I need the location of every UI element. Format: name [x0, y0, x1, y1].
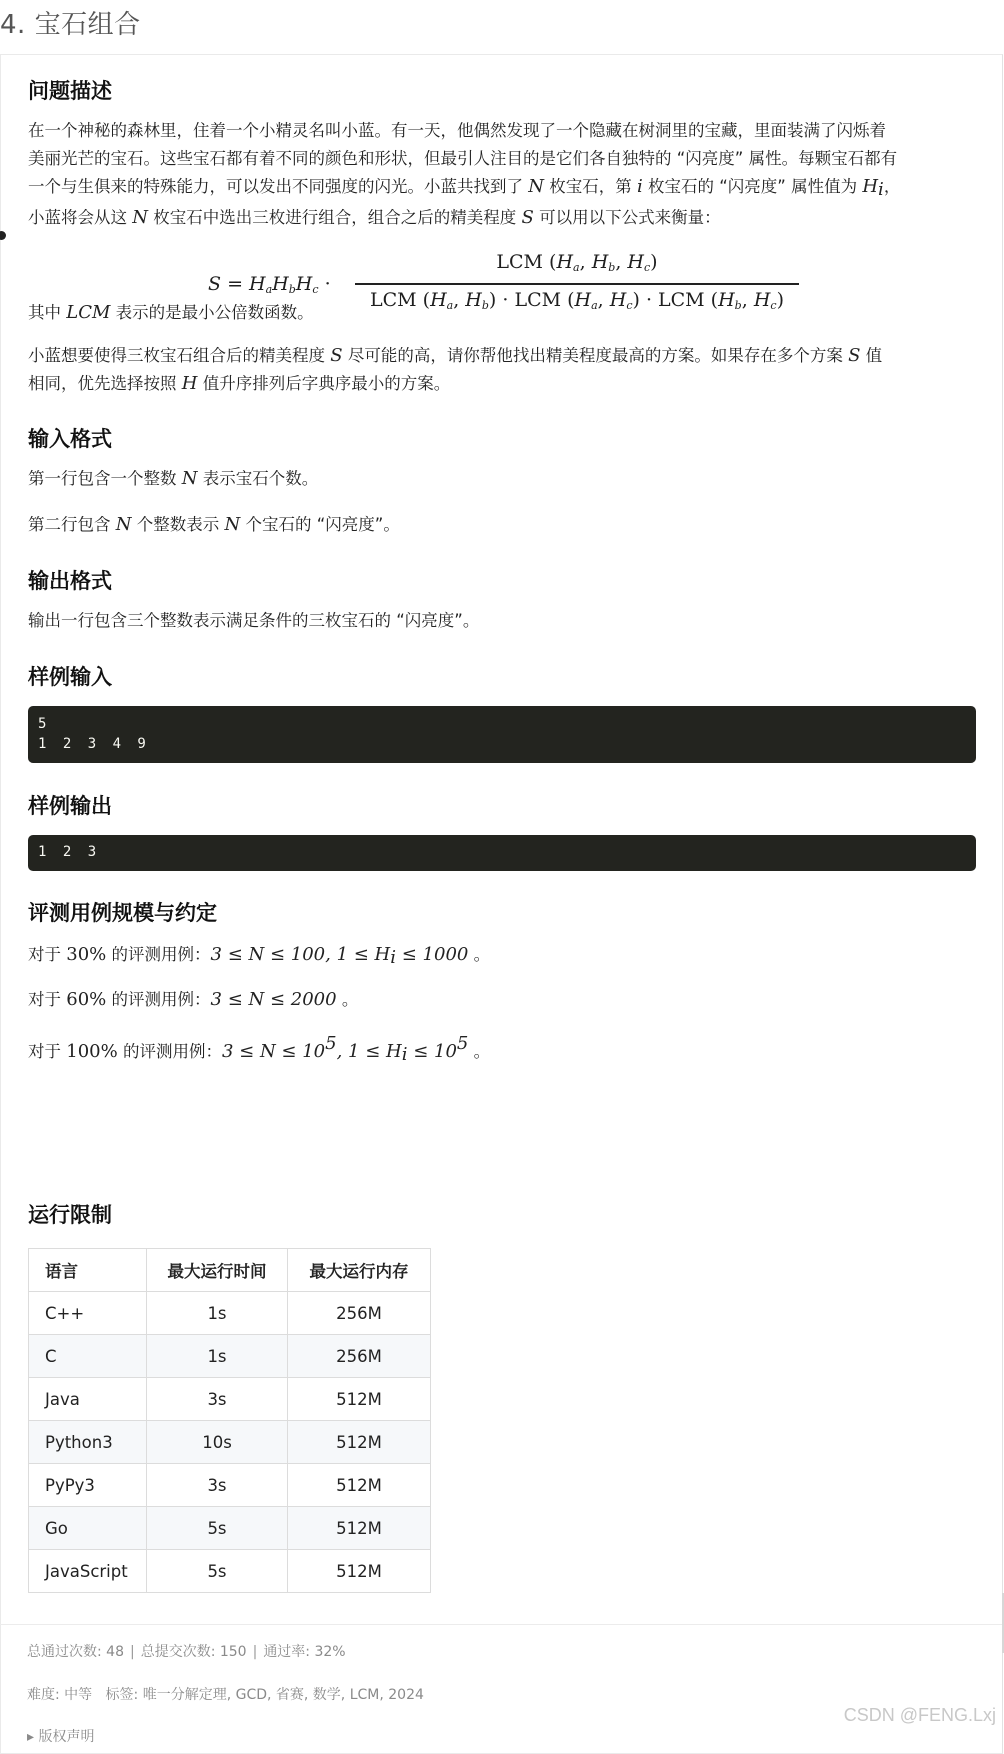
section-input-heading: 输入格式 [28, 427, 112, 451]
sample-input-code[interactable] [28, 706, 976, 763]
constraint-line-2: 对于 60% 的评测用例：3 ≤ N ≤ 2000 。 [28, 989, 359, 1010]
copyright-toggle[interactable]: ▸ 版权声明 [27, 1729, 95, 1745]
section-problem-heading: 问题描述 [28, 79, 112, 103]
cell-memory: 256M [288, 1335, 431, 1378]
section-sample-input-heading: 样例输入 [28, 665, 112, 689]
code-line: 1 2 3 [38, 844, 101, 860]
code-line: 5 [38, 716, 51, 732]
tags-label: 标签: 唯一分解定理, GCD, 省赛, 数学, LCM, 2024 [105, 1687, 424, 1703]
header-language: 语言 [29, 1249, 147, 1292]
code-line: 1 2 3 4 9 [38, 736, 150, 752]
cell-memory: 512M [288, 1464, 431, 1507]
cell-language: C++ [29, 1292, 147, 1335]
stat-rate: 通过率: 32% [263, 1644, 346, 1660]
watermark: CSDN @FENG.Lxj [843, 1705, 996, 1725]
constraint-line-3: 对于 100% 的评测用例：$3 \le N \le 10^5$, $1 \le H_i \le 10^5$ 。 [28, 1033, 491, 1065]
table-row [29, 1335, 431, 1378]
cell-memory: 512M [288, 1507, 431, 1550]
cell-time: 3s [147, 1378, 288, 1421]
cell-language: C [29, 1335, 147, 1378]
problem-card [0, 54, 1003, 1754]
sample-output-code[interactable] [28, 835, 976, 871]
submission-stats: 总通过次数: 48 | 总提交次数: 150 | 通过率: 32% [27, 1644, 346, 1660]
cell-time: 1s [147, 1335, 288, 1378]
lcm-formula: $S = H_aH_bH_c$ · LCM ($H_a$, $H_b$, $H_c$) LCM ($H_a$, $H_b$) · LCM ($H_a$, $H_c$) · LCM ($H_b$, $H_c$) [208, 251, 848, 327]
cell-time: 5s [147, 1507, 288, 1550]
cell-memory: 512M [288, 1550, 431, 1593]
cell-time: 3s [147, 1464, 288, 1507]
bullet-marker [0, 231, 6, 240]
cell-memory: 256M [288, 1292, 431, 1335]
section-limits-heading: 运行限制 [28, 1203, 112, 1227]
problem-paragraph-1: 在一个神秘的森林里，住着一个小精灵名叫小蓝。有一天，他偶然发现了一个隐藏在树洞里的宝藏，里面装满了闪烁着 美丽光芒的宝石。这些宝石都有着不同的颜色和形状，但最引人注目的是它们各自独特的 “闪亮度” 属性。每颗宝石都有 一个与生俱来的特殊能力，可以发出不同强度的闪光。小蓝共找到了 N 枚宝石，第 i 枚宝石的 “闪亮度” 属性值为 $H_i$， 小蓝将会从这 N 枚宝石中选出三枚进行组合，组合之后的精美程度 S 可以用以下公式来衡量： [28, 121, 901, 228]
table-row [29, 1292, 431, 1335]
table-header-row [29, 1249, 431, 1292]
input-line-2: 第二行包含 N 个整数表示 N 个宝石的 “闪亮度”。 [28, 514, 400, 535]
section-output-heading: 输出格式 [28, 569, 112, 593]
cell-language: PyPy3 [29, 1464, 147, 1507]
header-memory: 最大运行内存 [288, 1249, 431, 1292]
cell-language: Java [29, 1378, 147, 1421]
cell-time: 10s [147, 1421, 288, 1464]
table-row [29, 1507, 431, 1550]
footer-divider [0, 1624, 1003, 1625]
cell-time: 1s [147, 1292, 288, 1335]
cell-language: JavaScript [29, 1550, 147, 1593]
stat-submitted: 总提交次数: 150 [140, 1644, 247, 1660]
problem-paragraph-3: 小蓝想要使得三枚宝石组合后的精美程度 S 尽可能的高，请你帮他找出精美程度最高的方案。如果存在多个方案 S 值 相同，优先选择按照 H 值升序排列后字典序最小的方案。 [28, 345, 883, 394]
cell-memory: 512M [288, 1421, 431, 1464]
cell-time: 5s [147, 1550, 288, 1593]
output-format-text: 输出一行包含三个整数表示满足条件的三枚宝石的 “闪亮度”。 [28, 611, 480, 630]
input-line-1: 第一行包含一个整数 N 表示宝石个数。 [28, 468, 319, 489]
table-row [29, 1464, 431, 1507]
header-time: 最大运行时间 [147, 1249, 288, 1292]
cell-language: Python3 [29, 1421, 147, 1464]
table-row [29, 1378, 431, 1421]
table-row [29, 1421, 431, 1464]
problem-tags [27, 1684, 424, 1704]
cell-language: Go [29, 1507, 147, 1550]
page-title: 4. 宝石组合 [0, 10, 141, 40]
difficulty-label: 难度: 中等 [27, 1687, 93, 1703]
section-constraints-heading: 评测用例规模与约定 [28, 901, 217, 925]
cell-memory: 512M [288, 1378, 431, 1421]
table-row [29, 1550, 431, 1593]
section-sample-output-heading: 样例输出 [28, 794, 112, 818]
problem-paragraph-2: 其中 LCM 表示的是最小公倍数函数。 [28, 302, 314, 323]
constraint-line-1: 对于 30% 的评测用例：3 ≤ N ≤ 100, $1 \le H_i \le 1000$ 。 [28, 944, 491, 968]
stat-passed: 总通过次数: 48 [27, 1644, 124, 1660]
limits-table [28, 1248, 431, 1593]
